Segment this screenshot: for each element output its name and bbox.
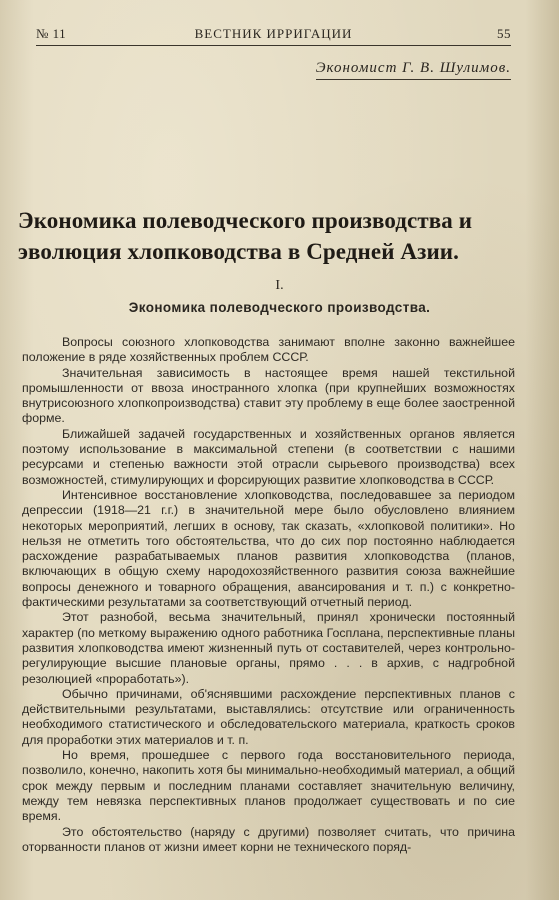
page-number: 55	[497, 26, 511, 41]
paragraph: Обычно причинами, об'яснявшими расхождение перспективных планов с действительными результатами, выставлялись: отсутствие или ограниченность необходимого статистического и обследовательского материала, краткость сроков для проработки этих материалов и т. п.	[22, 686, 515, 747]
paragraph: Этот разнобой, весьма значительный, принял хронически постоянный характер (по меткому выражению одного работника Госплана, перспективные планы развития хлопководства имеют жизненный путь от составителей, через контрольно-регулирующие высшие плановые органы, прямо . . . в архив, с надгробной резолюцией «проработать»).	[22, 610, 515, 686]
section-number: I.	[275, 278, 284, 293]
running-header	[36, 26, 511, 44]
paragraph: Ближайшей задачей государственных и хозяйственных органов является поэтому использование в максимальной степени (в соответствии с нашими ресурсами и степенью важности этой отрасли сырьевого производства) всех возможностей, стимулирующих и форсирующих развитие хлопководства в СССР.	[22, 426, 515, 487]
paragraph: Значительная зависимость в настоящее время нашей текстильной промышленности от ввоза иностранного хлопка (при крупнейших возможностях внутрисоюзного хлопкопроизводства) ставит эту проблему в еще более заостренной форме.	[22, 365, 515, 426]
header-rule	[36, 45, 511, 46]
paragraph: Вопросы союзного хлопководства занимают вполне законно важнейшее положение в ряде хозяйственных проблем СССР.	[22, 335, 515, 365]
section-title: Экономика полеводческого производства.	[128, 300, 431, 315]
paragraph: Интенсивное восстановление хлопководства, последовавшее за периодом депрессии (1918—21 г.г.) в значительной мере было обусловлено влиянием некоторых мероприятий, легших в основу, так сказать, «хлопковой политики». Но нельзя не отметить того обстоятельства, что до сих пор постоянно наблюдается расхождение разрабатываемых планов развития хлопководства (планов, включающих в общую схему народохозяйственного развития союза важнейшие вопросы денежного и товарного обращения, авансирования и т. п.) с конкретно-фактическими результатами за соответствующий отчетный период.	[22, 487, 515, 610]
journal-title: ВЕСТНИК ИРРИГАЦИИ	[194, 26, 353, 41]
paragraph: Это обстоятельство (наряду с другими) позволяет считать, что причина оторванности планов от жизни имеет корни не технического поряд-	[22, 824, 515, 854]
article-body	[22, 335, 515, 855]
article-title: Экономика полеводческого производства и эволюция хлопководства в Средней Азии.	[18, 208, 473, 264]
issue-number: № 11	[36, 26, 67, 41]
paragraph: Но время, прошедшее с первого года восстановительного периода, позволило, конечно, накопить хотя бы минимально-необходимый материал, а общий срок между первым и последним планами составляет значительную величину, между тем невязка перспективных планов продолжает существовать и по сие время.	[22, 748, 515, 824]
author-line: Экономист Г. В. Шулимов.	[316, 60, 511, 80]
